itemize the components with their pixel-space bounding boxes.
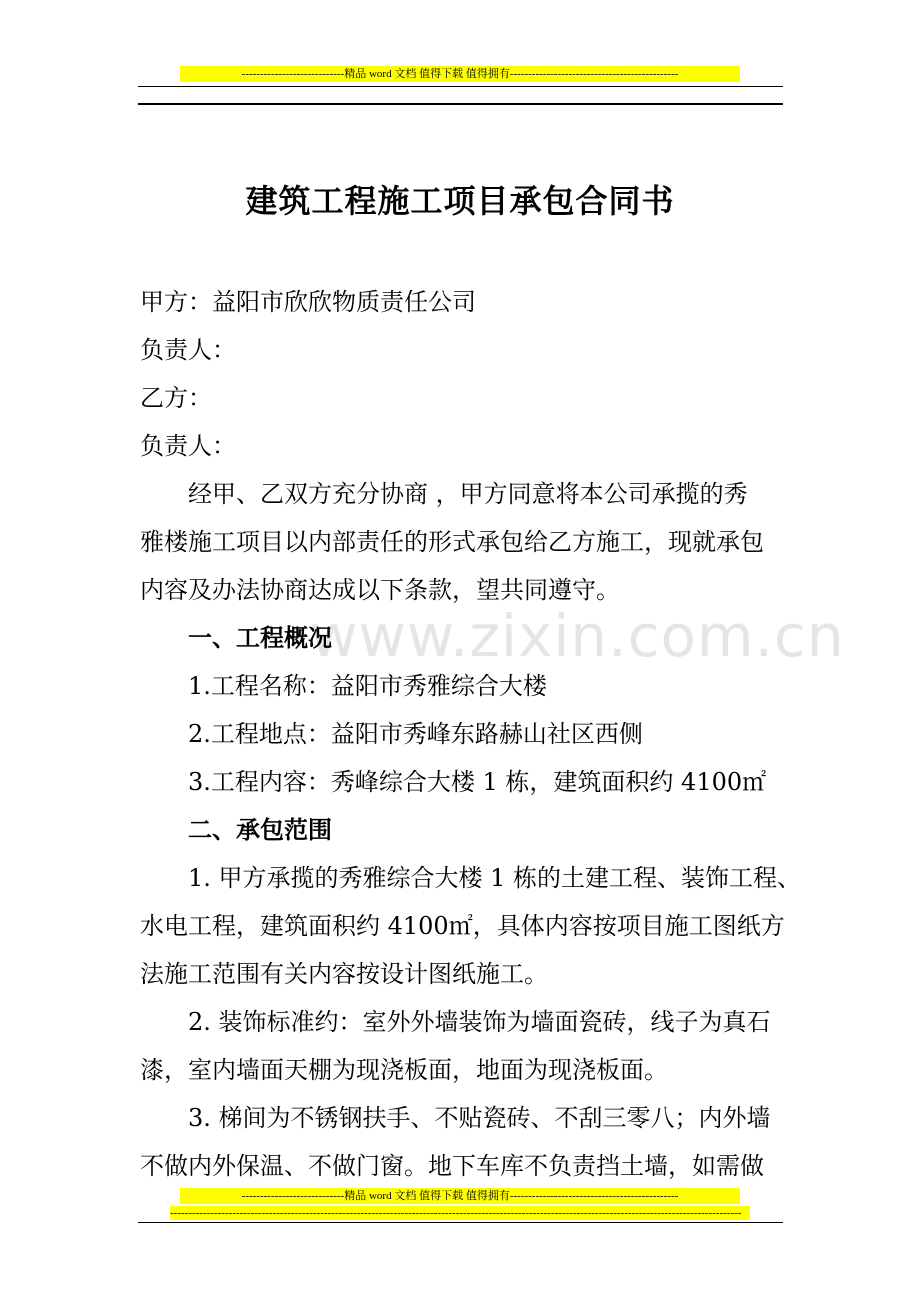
section-paragraph-line: 不做内外保温、不做门窗。地下车库不负责挡土墙，如需做 [140, 1152, 764, 1180]
watermark: www.zixin.com.cn [310, 602, 845, 670]
section-heading: 一、工程概况 [188, 624, 332, 652]
section-item: 3.工程内容：秀峰综合大楼 1 栋，建筑面积约 4100㎡ [188, 768, 767, 796]
intro-line: 经甲、乙双方充分协商 ，甲方同意将本公司承揽的秀 [188, 480, 748, 508]
footer-dashes: ------------------------------------------------------------------------------------------------------------------------------------------------------------ [170, 1206, 750, 1220]
document-title: 建筑工程施工项目承包合同书 [245, 182, 675, 220]
header-rule-thin [138, 86, 783, 87]
section-paragraph-line: 法施工范围有关内容按设计图纸施工。 [140, 960, 548, 988]
intro-line: 内容及办法协商达成以下条款，望共同遵守。 [140, 576, 620, 604]
section-item: 1.工程名称：益阳市秀雅综合大楼 [188, 672, 547, 700]
header-rule-thick [138, 103, 783, 105]
section-paragraph-line: 水电工程，建筑面积约 4100㎡，具体内容按项目施工图纸方 [140, 912, 785, 940]
section-paragraph-line: 3. 梯间为不锈钢扶手、不贴瓷砖、不刮三零八；内外墙 [188, 1104, 771, 1132]
section-heading: 二、承包范围 [188, 816, 332, 844]
intro-line: 雅楼施工项目以内部责任的形式承包给乙方施工，现就承包 [140, 528, 764, 556]
footer-banner: ----------------------------精品 word 文档 值得下载 值得拥有---------------------------------------------- [180, 1188, 740, 1204]
section-paragraph-line: 1. 甲方承揽的秀雅综合大楼 1 栋的土建工程、装饰工程、 [188, 864, 802, 892]
party-a-line: 甲方：益阳市欣欣物质责任公司 [140, 288, 476, 316]
section-item: 2.工程地点：益阳市秀峰东路赫山社区西侧 [188, 720, 643, 748]
party-a-rep-line: 负责人： [140, 336, 236, 364]
party-b-line: 乙方： [140, 384, 212, 412]
section-paragraph-line: 2. 装饰标准约：室外外墙装饰为墙面瓷砖，线子为真石 [188, 1008, 771, 1036]
section-paragraph-line: 漆，室内墙面天棚为现浇板面，地面为现浇板面。 [140, 1056, 668, 1084]
header-banner: ----------------------------精品 word 文档 值得下载 值得拥有---------------------------------------------- [180, 66, 740, 82]
party-b-rep-line: 负责人： [140, 432, 236, 460]
footer-rule [138, 1222, 783, 1223]
